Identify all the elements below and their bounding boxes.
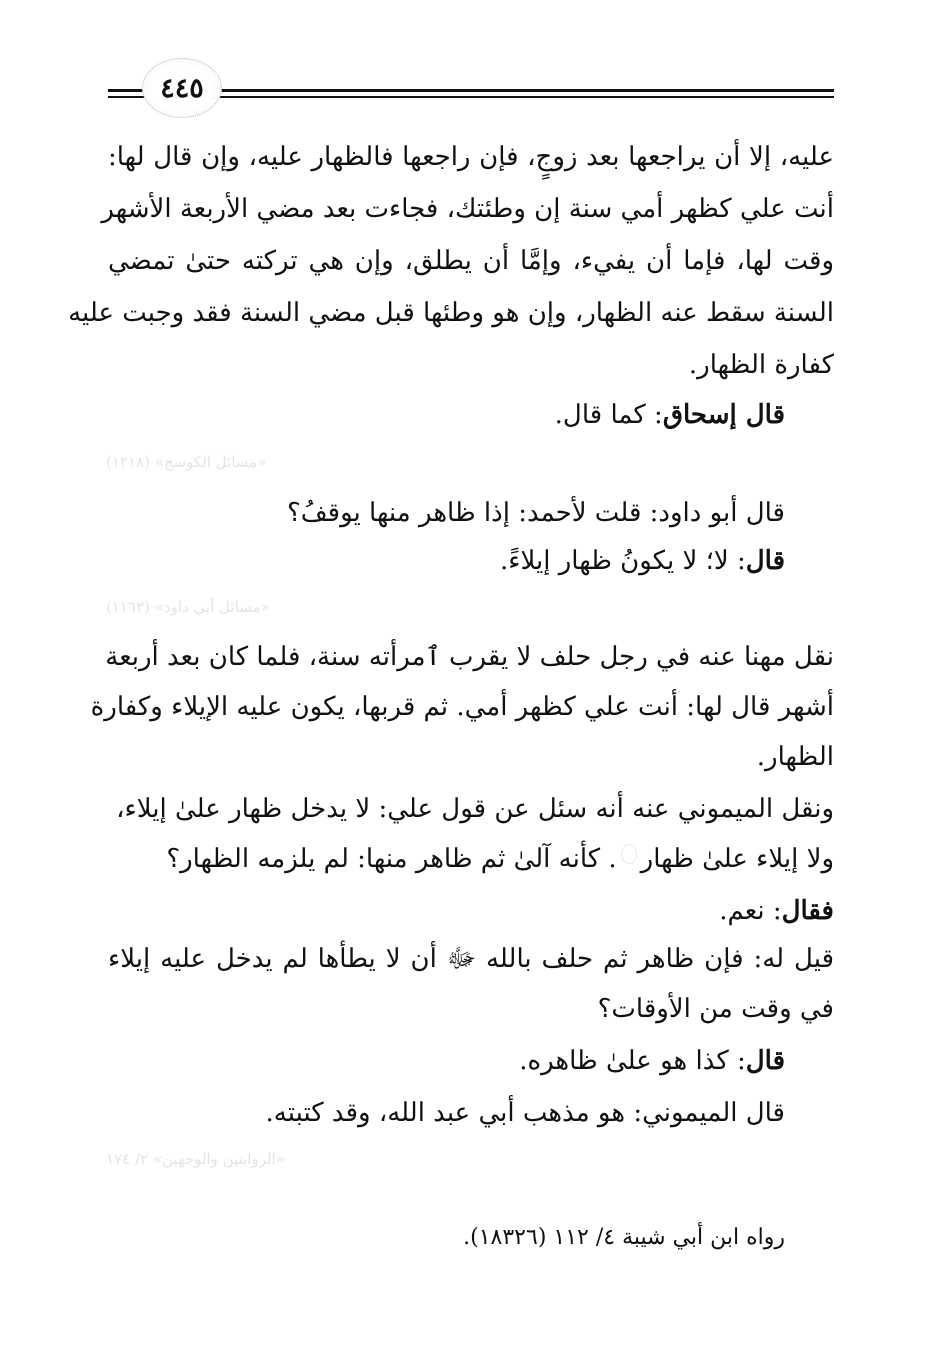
maymuni-line-2-start: ولا إيلاء علىٰ ظهار	[640, 844, 834, 874]
body-line-4: السنة سقط عنه الظهار، وإن هو وطئها قبل مضي السنة فقد وجبت عليه	[68, 298, 834, 328]
qal-final-speaker: قال	[745, 1046, 785, 1076]
abu-dawud-speaker: قال	[745, 546, 785, 576]
ghost-reference-3: «الروايتين والوجهين» ٢/ ١٧٤	[106, 1150, 285, 1168]
header-rule-left	[108, 89, 146, 92]
abu-dawud-answer-line	[500, 546, 785, 577]
muhanna-line-2: أشهر قال لها: أنت علي كظهر أمي. ثم قربها، يكون عليه الإيلاء وكفارة	[90, 692, 834, 722]
muhanna-line-1: نقل مهنا عنه في رجل حلف لا يقرب ٱمرأته سنة، فلما كان بعد أربعة	[105, 642, 834, 672]
qila-line-2: في وقت من الأوقات؟	[597, 994, 834, 1024]
maymuni-line-1: ونقل الميموني عنه أنه سئل عن قول علي: لا يدخل ظهار علىٰ إيلاء،	[116, 794, 834, 824]
muhanna-line-3: الظهار.	[756, 742, 834, 772]
abu-dawud-question: قال أبو داود: قلت لأحمد: إذا ظاهر منها يوقفُ؟	[286, 498, 785, 528]
ishaq-speaker: قال إسحاق	[662, 400, 785, 430]
maymuni-line-2	[166, 844, 834, 875]
footnote-marker	[621, 844, 637, 864]
header-rule-right-thin	[214, 96, 834, 98]
faqal-text: : نعم.	[719, 896, 782, 926]
qila-line-1: قيل له: فإن ظاهر ثم حلف بالله ﷻ أن لا يطأها لم يدخل عليه إيلاء	[108, 944, 834, 974]
body-line-3: وقت لها، فإما أن يفيء، وإمَّا أن يطلق، وإن هي تركته حتىٰ تمضي	[108, 246, 834, 276]
body-line-1: عليه، إلا أن يراجعها بعد زوجٍ، فإن راجعها فالظهار عليه، وإن قال لها:	[108, 142, 834, 172]
ishaq-text: : كما قال.	[554, 400, 663, 430]
body-line-5: كفارة الظهار.	[688, 350, 834, 380]
abu-dawud-answer: : لا؛ لا يكونُ ظهار إيلاءً.	[500, 546, 746, 576]
ishaq-line	[555, 400, 785, 431]
faqal-line	[719, 896, 834, 927]
maymuni-end-line: قال الميموني: هو مذهب أبي عبد الله، وقد كتبته.	[265, 1098, 785, 1128]
faqal-speaker: فقال	[781, 896, 834, 926]
header-rule-right	[214, 89, 834, 92]
qal-final-text: : كذا هو علىٰ ظاهره.	[519, 1046, 746, 1076]
qal-final-line	[519, 1046, 785, 1077]
maymuni-line-2-end: . كأنه آلىٰ ثم ظاهر منها: لم يلزمه الظهار؟	[166, 844, 617, 874]
page-number: ٤٤٥	[160, 72, 204, 104]
ghost-reference-2: «مسائل أبي داود» (١١٦٣)	[106, 598, 270, 616]
header-rule-left-thin	[108, 96, 146, 98]
footnote-text: رواه ابن أبي شيبة ٤/ ١١٢ (١٨٣٢٦).	[463, 1225, 785, 1250]
page-number-badge	[142, 58, 222, 118]
body-line-2: أنت علي كظهر أمي سنة إن وطئتك، فجاءت بعد مضي الأربعة الأشهر	[101, 194, 834, 224]
ghost-reference-1: «مسائل الكوسج» (١٢١٨)	[106, 453, 267, 471]
